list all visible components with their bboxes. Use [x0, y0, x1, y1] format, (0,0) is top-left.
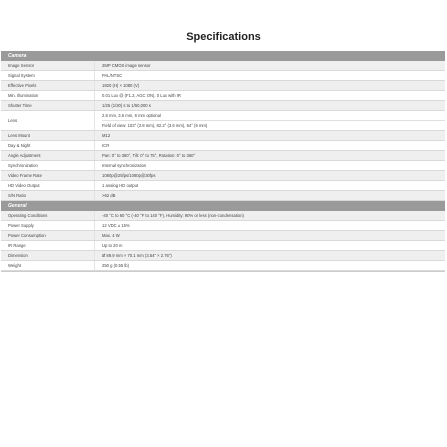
spec-value-line: 1920 (H) × 1080 (V): [102, 83, 140, 88]
spec-label: Lens Mount: [1, 131, 95, 140]
spec-label: Power Consumption: [1, 231, 95, 240]
table-bottom-rule: [1, 271, 445, 272]
spec-value-line: 1 analog HD output: [102, 183, 139, 188]
spec-label: Signal System: [1, 71, 95, 80]
table-row: [1, 211, 445, 221]
table-row: [1, 81, 445, 91]
spec-value: [95, 81, 445, 90]
spec-label: Power Supply: [1, 221, 95, 230]
spec-value-line: Pan: 0° to 360°, Tilt: 0° to 75°, Rotation: 0° to 360°: [102, 153, 196, 158]
table-row: [1, 91, 445, 101]
spec-value: [95, 181, 445, 190]
spec-label: HD Video Output: [1, 181, 95, 190]
table-row: [1, 131, 445, 141]
spec-value: [95, 101, 445, 110]
table-row: [1, 181, 445, 191]
page-title: Specifications: [186, 31, 261, 43]
spec-label: Angle Adjustment: [1, 151, 95, 160]
spec-value-line: Internal synchronization: [102, 163, 147, 168]
spec-value-line: 2.8 mm, 3.6 mm, 6 mm optional: [102, 113, 161, 118]
spec-value-line: 12 VDC ± 15%: [102, 223, 130, 228]
spec-value: [95, 211, 445, 220]
spec-value: [95, 161, 445, 170]
table-row: [1, 241, 445, 251]
spec-value: [95, 231, 445, 240]
spec-value-line: 1080p@25fps/1080p@30fps: [102, 173, 156, 178]
table-row: [1, 251, 445, 261]
spec-label: Operating Conditions: [1, 211, 95, 220]
spec-value-line: ICR: [102, 143, 110, 148]
spec-value: [95, 141, 445, 150]
spec-value: [95, 241, 445, 250]
spec-label: Video Frame Rate: [1, 171, 95, 180]
spec-label: Image Sensor: [1, 61, 95, 70]
spec-value-line: 0.01 Lux @ (F1.2, AGC ON), 0 Lux with IR: [102, 93, 181, 98]
table-row: [1, 101, 445, 111]
spec-value: [95, 251, 445, 260]
spec-value-line: -40 °C to 60 °C (-40 °F to 140 °F), Humidity: 90% or less (non-condensation): [102, 213, 244, 218]
table-row: [1, 261, 445, 271]
spec-label: Dimension: [1, 251, 95, 260]
spec-label: Effective Pixels: [1, 81, 95, 90]
table-row: [1, 111, 445, 131]
spec-value: [95, 221, 445, 230]
spec-value: [95, 71, 445, 80]
spec-label: Shutter Time: [1, 101, 95, 110]
spec-value: [95, 91, 445, 100]
spec-label: Day & Night: [1, 141, 95, 150]
table-row: [1, 171, 445, 181]
spec-value-line: 1/25 (1/30) s to 1/50,000 s: [102, 103, 151, 108]
spec-value-line: PAL/NTSC: [102, 73, 123, 78]
table-row: [1, 191, 445, 201]
table-row: [1, 151, 445, 161]
section-header-general: General: [1, 201, 445, 211]
spec-value: [95, 151, 445, 160]
spec-label: IR Range: [1, 241, 95, 250]
spec-value-line: 2MP CMOS image sensor: [102, 63, 151, 68]
spec-value-line: >62 dB: [102, 193, 116, 198]
spec-label: S/N Ratio: [1, 191, 95, 200]
spec-value-line: Ø 89.9 mm × 70.1 mm (3.54" × 2.76"): [102, 253, 172, 258]
spec-value-line: 250 g (0.55 lb): [102, 263, 130, 268]
table-row: [1, 161, 445, 171]
table-row: [1, 71, 445, 81]
spec-value: [95, 171, 445, 180]
spec-value: [95, 61, 445, 70]
spec-value: [95, 131, 445, 140]
table-row: [1, 231, 445, 241]
spec-value-line: Max. 4 W: [102, 233, 120, 238]
specifications-table: [1, 51, 445, 272]
spec-label: Lens: [1, 111, 95, 130]
spec-value: [95, 191, 445, 200]
section-header-camera: Camera: [1, 51, 445, 61]
spec-value: [95, 111, 445, 130]
spec-label: Weight: [1, 261, 95, 270]
spec-label: Min. Illumination: [1, 91, 95, 100]
spec-value-line: Field of view: 103° (2.8 mm), 82.2° (3.6 mm), 54° (6 mm): [102, 120, 445, 130]
table-row: [1, 61, 445, 71]
spec-value: [95, 261, 445, 270]
table-row: [1, 221, 445, 231]
table-row: [1, 141, 445, 151]
spec-value-line: Up to 20 m: [102, 243, 123, 248]
spec-label: Synchronization: [1, 161, 95, 170]
spec-value-line: M12: [102, 133, 111, 138]
